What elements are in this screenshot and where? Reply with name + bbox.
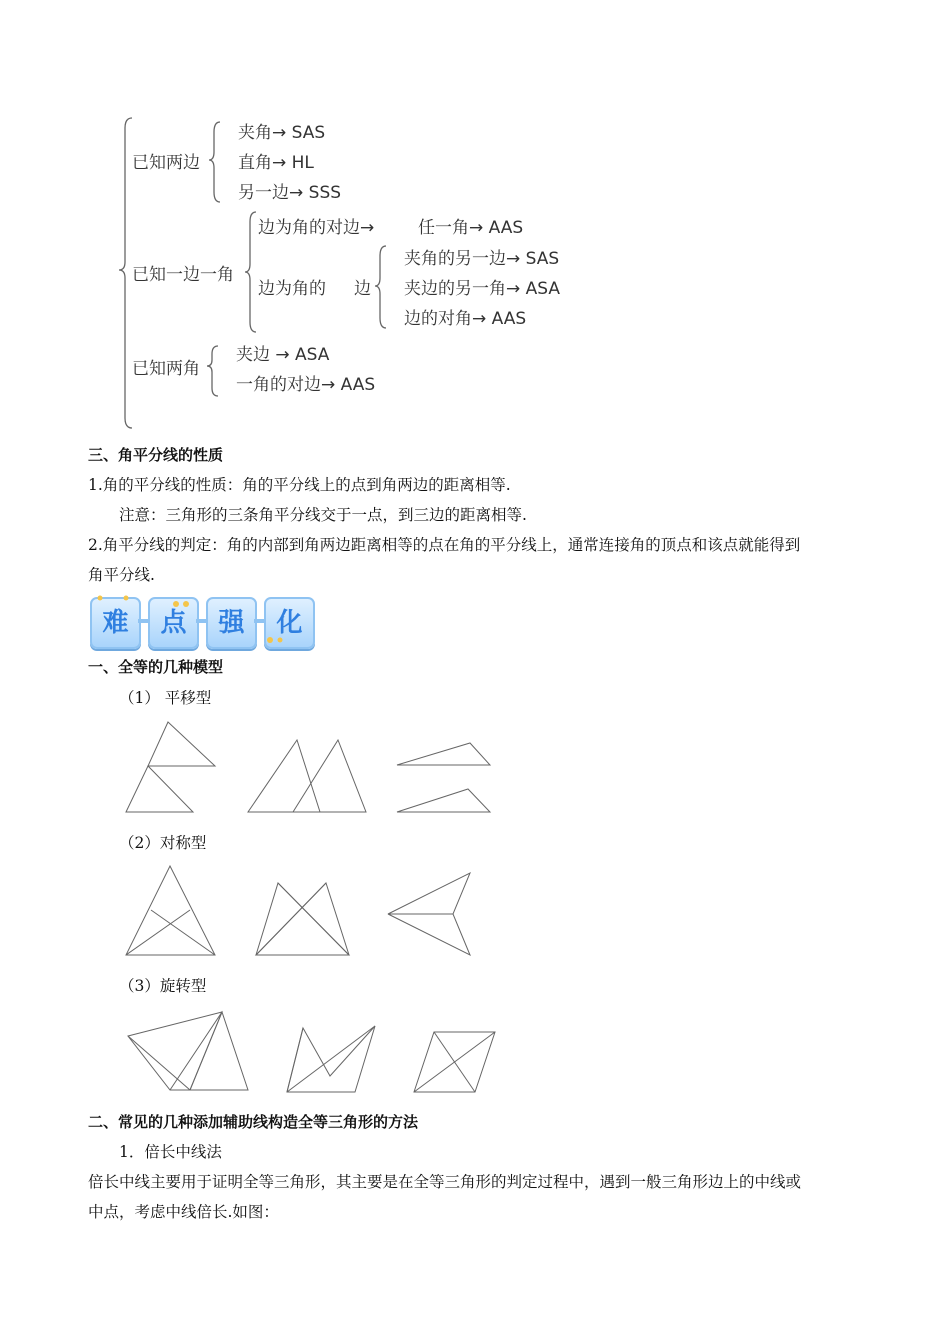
criterion-aas-any-angle: 任一角→ AAS	[418, 218, 524, 238]
model-translation-label: （1） 平移型	[119, 689, 212, 707]
criterion-sss: 另一边→ SSS	[238, 183, 342, 203]
section3-note: 注意：三角形的三条角平分线交于一点，到三边的距离相等.	[119, 506, 527, 524]
label-two-sides: 已知两边	[132, 153, 200, 173]
adjacent-side-case: 边为角的	[258, 279, 326, 299]
models-heading: 一、全等的几种模型	[88, 658, 224, 676]
criterion-aas-opposite-side: 一角的对边→ AAS	[236, 375, 376, 395]
section3-heading: 三、角平分线的性质	[88, 446, 224, 464]
criterion-asa-included-side: 夹边 → ASA	[236, 345, 330, 365]
criterion-asa-other-angle: 夹边的另一角→ ASA	[404, 279, 561, 299]
adjacent-side-suffix: 边	[354, 279, 371, 299]
section3-property: 1.角的平分线的性质：角的平分线上的点到角两边的距离相等.	[88, 476, 511, 494]
aux-paragraph-line1: 倍长中线主要用于证明全等三角形，其主要是在全等三角形的判定过程中，遇到一般三角形边上的中线或	[88, 1173, 802, 1191]
model-rotation-label: （3）旋转型	[119, 977, 207, 995]
label-two-angles: 已知两角	[132, 359, 200, 379]
aux-subheading-median: 1．倍长中线法	[119, 1143, 222, 1161]
label-one-side-one-angle: 已知一边一角	[132, 265, 234, 285]
section3-criterion-line1: 2.角平分线的判定：角的内部到角两边距离相等的点在角的平分线上，通常连接角的顶点和该点就能得到	[88, 536, 801, 554]
model-symmetry-label: （2）对称型	[119, 834, 207, 852]
banner-tile-3: 强	[206, 597, 257, 649]
criterion-aas-opposite-angle: 边的对角→ AAS	[404, 309, 527, 329]
banner-tile-1: 难	[90, 597, 141, 649]
banner-tile-4: 化	[264, 597, 315, 649]
banner-tile-2: 点	[148, 597, 199, 649]
section3-criterion-line2: 角平分线.	[88, 566, 155, 584]
criterion-hl: 直角→ HL	[238, 153, 314, 173]
aux-section-heading: 二、常见的几种添加辅助线构造全等三角形的方法	[88, 1113, 419, 1131]
criterion-sas-other-side: 夹角的另一边→ SAS	[404, 249, 560, 269]
criterion-sas-included-angle: 夹角→ SAS	[238, 123, 326, 143]
opposite-side-case: 边为角的对边→	[258, 218, 375, 238]
aux-paragraph-line2: 中点，考虑中线倍长.如图：	[88, 1203, 279, 1221]
